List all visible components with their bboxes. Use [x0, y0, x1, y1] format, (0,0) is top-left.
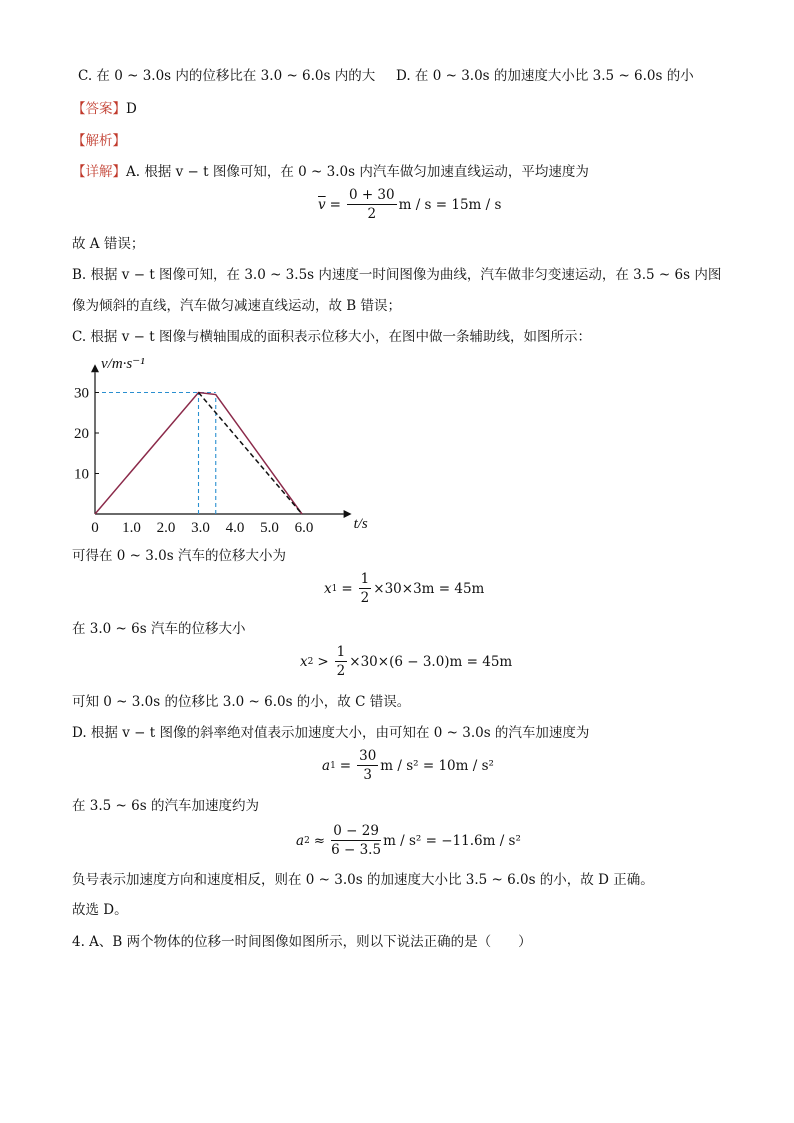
- eq-a1-lhs: a: [322, 757, 331, 774]
- answer-line: [72, 99, 137, 119]
- eq-a1-fraction: [357, 747, 378, 784]
- x-axis-label: t/s: [353, 516, 368, 532]
- x-tick-label-3: 3.0: [191, 520, 210, 536]
- detail-d-text2: 在 3.5 ~ 6s 的汽车加速度约为: [72, 798, 259, 814]
- eq-x1-lhs: x: [324, 580, 332, 597]
- equation-a1: [322, 747, 494, 784]
- eq-x2-den: 2: [336, 663, 346, 679]
- detail-b-line2: 像为倾斜的直线，汽车做匀减速直线运动，故 B 错误；: [72, 298, 402, 314]
- answer-label: 【答案】: [72, 101, 126, 117]
- x-tick-label-4: 4.0: [225, 520, 245, 536]
- eq-x2-lhs: x: [300, 653, 308, 670]
- detail-c-text: C. 根据 v − t 图像与横轴围成的面积表示位移大小，在图中做一条辅助线，如图所示：: [72, 329, 591, 345]
- eq-a2-num: 0 − 29: [331, 822, 381, 841]
- detail-d-text: D. 根据 v − t 图像的斜率绝对值表示加速度大小，由可知在 0 ~ 3.0s 的汽车加速度为: [72, 725, 590, 741]
- series-velocity: [95, 393, 302, 515]
- eq-x2-sub: 2: [307, 656, 314, 667]
- detail-a-conclusion: 故 A 错误；: [72, 236, 145, 252]
- eq-a1-rhs: m / s² = 10m / s²: [380, 757, 494, 774]
- option-d: D. 在 0 ~ 3.0s 的加速度大小比 3.5 ~ 6.0s 的小: [396, 68, 694, 84]
- next-question: 4. A、B 两个物体的位移一时间图像如图所示，则以下说法正确的是（ ）: [72, 934, 532, 950]
- detail-c-text2: 可得在 0 ~ 3.0s 汽车的位移大小为: [72, 548, 286, 564]
- y-tick-label-1: 20: [74, 426, 89, 442]
- eq-v-rhs: m / s = 15m / s: [398, 196, 502, 213]
- analysis-label: 【解析】: [72, 133, 126, 149]
- eq-a1-num: 30: [359, 748, 377, 764]
- eq-x1-rhs: ×30×3m = 45m: [373, 580, 485, 597]
- x-tick-label-5: 5.0: [260, 520, 279, 536]
- x-tick-label-1: 1.0: [122, 520, 141, 536]
- vt-chart: [60, 352, 380, 540]
- equation-x1: x 1 = $\frac{1}{2}$ ×30×3m = 45m: [324, 571, 485, 606]
- eq-v-num: 0 + 30: [348, 187, 395, 203]
- eq-x1-fraction: [359, 570, 372, 607]
- detail-c-conclusion: 可知 0 ~ 3.0s 的位移比 3.0 ~ 6.0s 的小，故 C 错误。: [72, 694, 411, 710]
- detail-b-line1: B. 根据 v − t 图像可知，在 3.0 ~ 3.5s 内速度一时间图像为曲线，汽车做非匀变速运动，在 3.5 ~ 6s 内图: [72, 267, 722, 283]
- x-tick-label-0: 0: [91, 520, 99, 536]
- detail-a: [72, 162, 589, 182]
- eq-a2-sub: 2: [304, 835, 310, 846]
- eq-x1-den: 2: [360, 590, 370, 606]
- detail-c-text3: 在 3.0 ~ 6s 汽车的位移大小: [72, 621, 246, 637]
- detail-d-conclusion: 负号表示加速度方向和速度相反，则在 0 ~ 3.0s 的加速度大小比 3.5 ~ 6.0s 的小，故 D 正确。: [72, 872, 654, 888]
- eq-x2-fraction: [335, 643, 348, 680]
- answer-value: D: [126, 101, 137, 117]
- y-tick-label-0: 10: [74, 466, 89, 483]
- eq-a2-den: 6 − 3.5: [331, 842, 382, 858]
- detail-a-text: A. 根据 v − t 图像可知，在 0 ~ 3.0s 内汽车做匀加速直线运动，平均速度为: [126, 164, 589, 180]
- eq-x1-num: 1: [360, 571, 370, 587]
- x-axis-arrow: [344, 510, 352, 518]
- y-axis-label: v/m·s⁻¹: [101, 356, 145, 372]
- equation-a2: [296, 822, 521, 859]
- eq-a1-den: 3: [363, 767, 372, 783]
- x-tick-label-2: 2.0: [156, 520, 176, 536]
- eq-x1-sub: 1: [331, 583, 338, 594]
- eq-a2-fraction: [331, 822, 381, 859]
- eq-v-lhs: $\overline{v}$: [318, 196, 326, 213]
- eq-a2-rhs: m / s² = −11.6m / s²: [383, 832, 521, 849]
- option-c: C. 在 0 ~ 3.0s 内的位移比在 3.0 ~ 6.0s 内的大: [78, 68, 376, 84]
- equation-avg-velocity: $\overline{v}$ = $\frac{0 + 30}{2}$ m / s = 15m / s: [318, 187, 502, 222]
- eq-v-fraction: [347, 186, 397, 223]
- eq-a1-sub: 1: [330, 760, 336, 771]
- final-choice: 故选 D。: [72, 902, 128, 918]
- eq-a1-op: =: [339, 757, 352, 774]
- eq-a2-lhs: a: [296, 832, 305, 849]
- equation-x2: [300, 643, 512, 680]
- series-auxiliary-line: [199, 393, 303, 515]
- x-tick-label-6: 6.0: [294, 520, 314, 536]
- eq-v-den: 2: [367, 206, 377, 222]
- eq-x2-rhs: ×30×(6 − 3.0)m = 45m: [349, 653, 513, 670]
- eq-a2-op: ≈: [313, 832, 326, 849]
- eq-x2-op: >: [317, 653, 329, 670]
- y-tick-label-2: 30: [74, 385, 89, 402]
- detail-label: 【详解】: [72, 164, 126, 180]
- y-axis-arrow: [91, 364, 99, 372]
- eq-x2-num: 1: [336, 644, 346, 660]
